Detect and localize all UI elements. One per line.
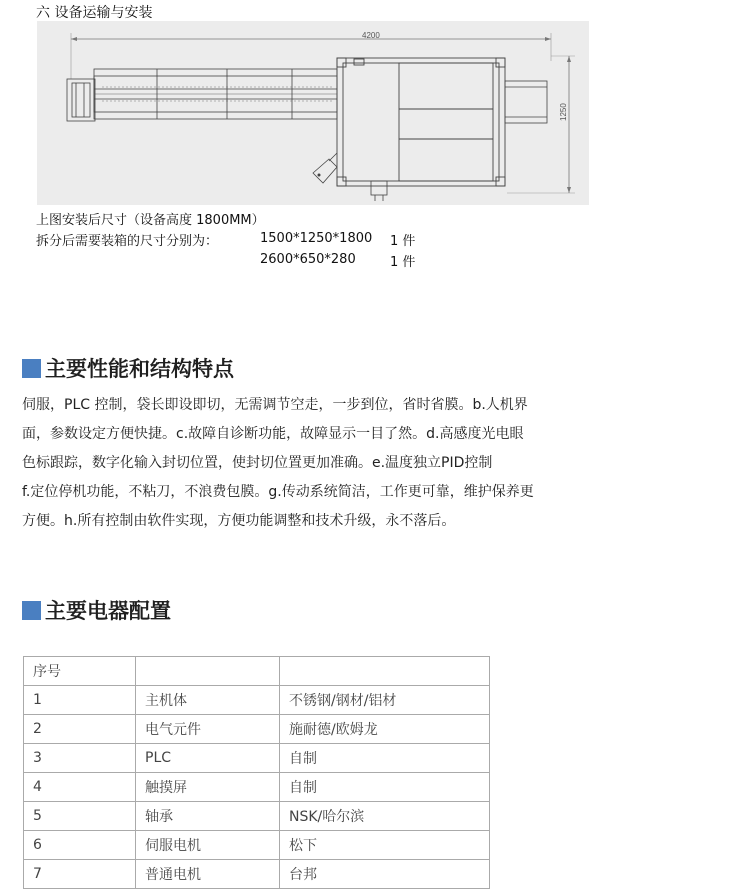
cell-item: 伺服电机 (136, 831, 280, 860)
performance-line: 面，参数设定方便快捷。c.故障自诊断功能，故障显示一目了然。d.高感度光电眼 (22, 426, 524, 442)
table-row (24, 715, 490, 744)
cell-item: 普通电机 (136, 860, 280, 889)
cell-brand: 自制 (280, 773, 490, 802)
cell-index: 4 (24, 773, 136, 802)
cell-item: 主机体 (136, 686, 280, 715)
header-cell-brand (280, 657, 490, 686)
table-row (24, 802, 490, 831)
box-1-qty: 1 件 (390, 234, 416, 249)
table-row (24, 773, 490, 802)
cell-item: 触摸屏 (136, 773, 280, 802)
machine-body (337, 58, 505, 186)
electrical-table (23, 656, 490, 889)
outfeed-conveyor (505, 81, 547, 123)
table-header-row (24, 657, 490, 686)
box-2-size: 2600*650*280 (260, 252, 356, 267)
performance-line: 伺服，PLC 控制，袋长即设即切，无需调节空走，一步到位，省时省膜。b.人机界 (22, 397, 528, 413)
electrical-heading (22, 595, 171, 625)
cell-index: 2 (24, 715, 136, 744)
performance-heading (22, 353, 234, 383)
performance-paragraph (22, 391, 622, 536)
heading-square-icon (22, 359, 41, 378)
performance-heading-text: 主要性能和结构特点 (45, 357, 234, 381)
cell-brand: NSK/哈尔滨 (280, 802, 490, 831)
heading-square-icon (22, 601, 41, 620)
cell-brand: 施耐德/欧姆龙 (280, 715, 490, 744)
cell-brand: 松下 (280, 831, 490, 860)
machine-drawing (37, 21, 589, 205)
control-panel (313, 153, 387, 201)
electrical-heading-text: 主要电器配置 (45, 599, 171, 623)
box-size-label: 拆分后需要装箱的尺寸分别为： (36, 234, 219, 249)
cell-index: 5 (24, 802, 136, 831)
performance-line: 方便。h.所有控制由软件实现，方便功能调整和技术升级，永不落后。 (22, 513, 456, 529)
cell-item: 电气元件 (136, 715, 280, 744)
cell-index: 1 (24, 686, 136, 715)
table-row (24, 831, 490, 860)
performance-line: f.定位停机功能，不粘刀，不浪费包膜。g.传动系统简洁，工作更可靠，维护保养更 (22, 484, 534, 500)
cell-item: 轴承 (136, 802, 280, 831)
header-cell-item (136, 657, 280, 686)
cell-index: 6 (24, 831, 136, 860)
section-title: 六 设备运输与安装 (36, 5, 153, 21)
dim-width-label: 4200 (362, 31, 380, 40)
dim-height-label: 1250 (559, 103, 568, 121)
header-cell-index: 序号 (24, 657, 136, 686)
table-row (24, 686, 490, 715)
cell-brand: 不锈钢/钢材/铝材 (280, 686, 490, 715)
performance-line: 色标跟踪，数字化输入封切位置，使封切位置更加准确。e.温度独立PID控制 (22, 455, 493, 471)
infeed-conveyor (67, 69, 337, 121)
cell-index: 7 (24, 860, 136, 889)
table-row (24, 744, 490, 773)
cell-brand: 台邦 (280, 860, 490, 889)
box-1-size: 1500*1250*1800 (260, 231, 373, 246)
cell-item: PLC (136, 744, 280, 773)
box-2-qty: 1 件 (390, 255, 416, 270)
cell-index: 3 (24, 744, 136, 773)
table-row (24, 860, 490, 889)
cell-brand: 自制 (280, 744, 490, 773)
install-size-note: 上图安装后尺寸（设备高度 1800MM） (36, 213, 265, 228)
